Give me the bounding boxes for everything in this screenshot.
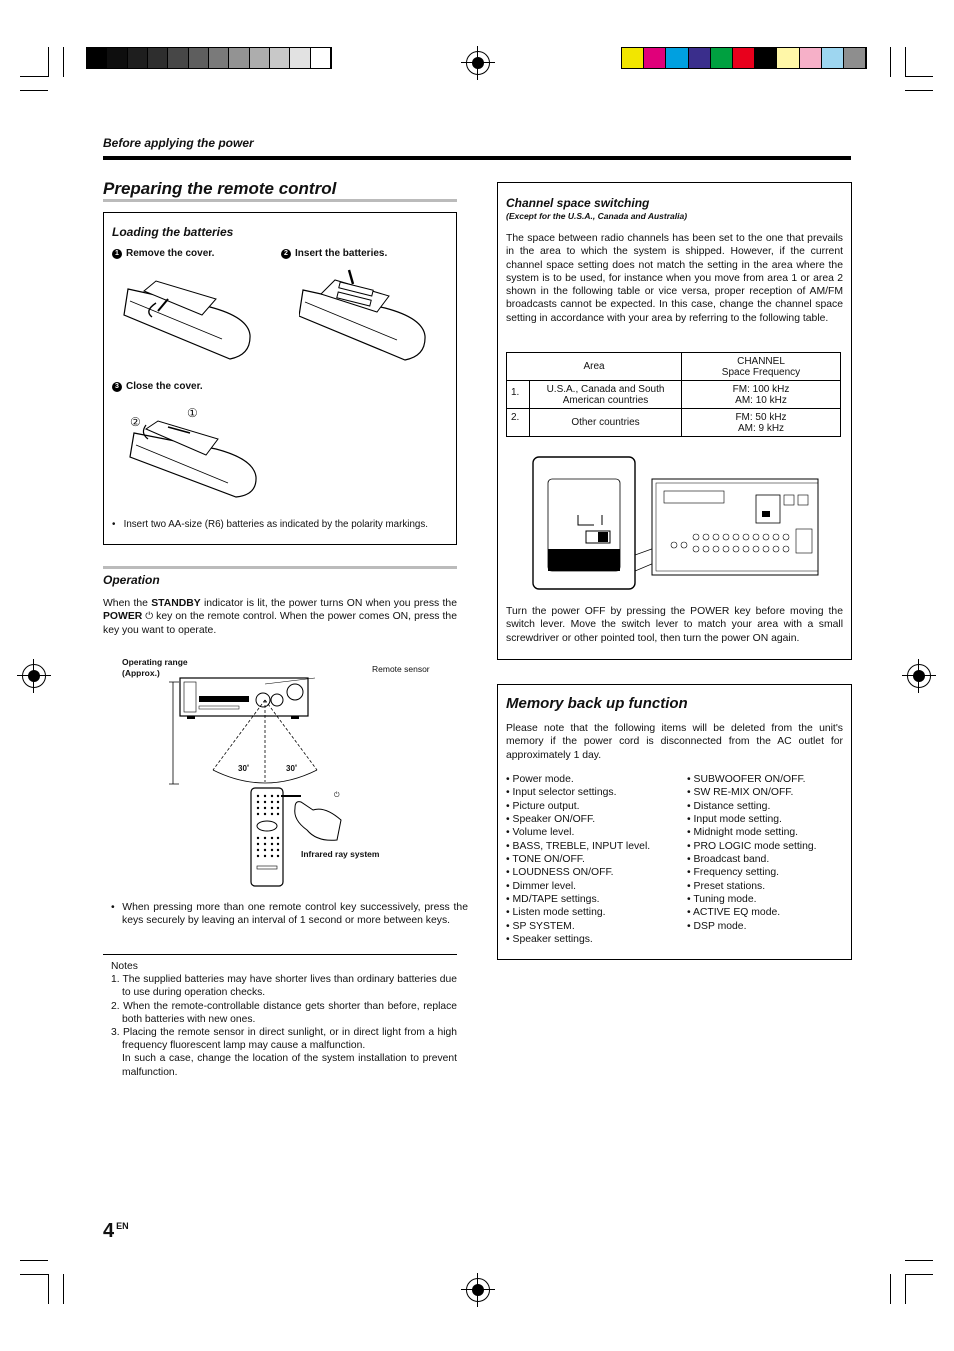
list-item: • ACTIVE EQ mode. — [687, 906, 817, 919]
calibration-swatch — [290, 48, 310, 68]
list-item: • Preset stations. — [687, 880, 817, 893]
list-item: • TONE ON/OFF. — [506, 853, 650, 866]
list-item: • SUBWOOFER ON/OFF. — [687, 773, 817, 786]
list-item: • MD/TAPE settings. — [506, 893, 650, 906]
operation-bullet: • When pressing more than one remote control key successively, press the keys securely by leaving an interval of 1 second or more between keys. — [111, 902, 468, 927]
angle-right-label: 30˚ — [286, 764, 298, 773]
list-item: • Picture output. — [506, 800, 650, 813]
list-item: • Input selector settings. — [506, 786, 650, 799]
crop-mark — [20, 1260, 48, 1261]
grayscale-calibration-bar — [86, 47, 332, 69]
crop-mark — [905, 76, 933, 77]
loading-batteries-box — [103, 212, 457, 545]
operating-range-label: Operating range (Approx.) — [122, 657, 188, 678]
calibration-swatch — [755, 48, 777, 68]
calibration-swatch — [148, 48, 168, 68]
crop-mark — [890, 1274, 891, 1304]
crop-mark — [20, 76, 48, 77]
crop-mark — [905, 1260, 933, 1261]
channel-space-box — [497, 182, 852, 660]
angle-left-label: 30˚ — [238, 764, 250, 773]
notes: Notes 1. The supplied batteries may have shorter lives than ordinary batteries due to use during operation checks. 2. When the remote-controllable distance gets shorter than before, replace both batteries with new ones. 3. Placing the remote sensor in direct sunlight, or in direct light from a high frequency fluorescent lamp may cause a malfunction. In such a case, change the location of the system installation to prevent malfunction. — [111, 961, 457, 1078]
operation-rule — [103, 566, 457, 569]
channel-title: Channel space switching — [506, 196, 650, 210]
calibration-swatch — [107, 48, 127, 68]
list-item: • SW RE-MIX ON/OFF. — [687, 786, 817, 799]
calibration-swatch — [689, 48, 711, 68]
channel-subtitle: (Except for the U.S.A., Canada and Australia) — [506, 211, 688, 221]
calibration-swatch — [311, 48, 331, 68]
memory-body: Please note that the following items will be deleted from the unit's memory if the power cord is disconnected from the AC outlet for approximately 1 day. — [506, 723, 843, 761]
operation-title: Operation — [103, 573, 160, 587]
registration-mark — [466, 1278, 490, 1302]
list-item: • Frequency setting. — [687, 866, 817, 879]
memory-title: Memory back up function — [506, 695, 688, 712]
list-item: • Midnight mode setting. — [687, 826, 817, 839]
registration-mark — [22, 664, 46, 688]
calibration-swatch — [87, 48, 107, 68]
table-head-frequency: CHANNEL Space Frequency — [682, 353, 841, 381]
marker-one: ① — [187, 406, 198, 420]
calibration-swatch — [800, 48, 822, 68]
step-insert-batteries: 2 Insert the batteries. — [281, 248, 387, 259]
infrared-label: Infrared ray system — [301, 849, 380, 859]
crop-mark — [20, 1274, 48, 1275]
remote-sensor-label: Remote sensor — [372, 664, 430, 674]
marker-two: ② — [130, 415, 141, 429]
rear-panel-switch-illustration — [532, 455, 822, 593]
crop-mark — [890, 47, 891, 77]
table-row: 2. Other countries FM: 50 kHz AM: 9 kHz — [507, 409, 841, 437]
section-label: Before applying the power — [103, 136, 254, 150]
crop-mark — [905, 47, 906, 77]
crop-mark — [905, 1274, 933, 1275]
list-item: • Distance setting. — [687, 800, 817, 813]
power-icon: ⏻ — [142, 611, 154, 623]
page-title: Preparing the remote control — [103, 179, 337, 198]
calibration-swatch — [209, 48, 229, 68]
list-item: • Input mode setting. — [687, 813, 817, 826]
table-row: 1. U.S.A., Canada and South American countries FM: 100 kHz AM: 10 kHz — [507, 381, 841, 409]
registration-mark — [907, 664, 931, 688]
calibration-swatch — [844, 48, 866, 68]
list-item: • LOUDNESS ON/OFF. — [506, 866, 650, 879]
calibration-swatch — [250, 48, 270, 68]
calibration-swatch — [711, 48, 733, 68]
list-item: • PRO LOGIC mode setting. — [687, 840, 817, 853]
title-underline — [103, 199, 457, 202]
calibration-swatch — [270, 48, 290, 68]
calibration-swatch — [229, 48, 249, 68]
registration-mark — [466, 51, 490, 75]
crop-mark — [48, 47, 49, 77]
calibration-swatch — [168, 48, 188, 68]
crop-mark — [63, 47, 64, 77]
crop-mark — [20, 90, 48, 91]
list-item: • Listen mode setting. — [506, 906, 650, 919]
memory-backup-box — [497, 684, 852, 960]
list-item: • SP SYSTEM. — [506, 920, 650, 933]
channel-table — [506, 352, 841, 437]
table-head-area: Area — [507, 353, 682, 381]
memory-list-right — [687, 773, 817, 933]
crop-mark — [905, 90, 933, 91]
notes-rule — [103, 954, 457, 955]
list-item: • Dimmer level. — [506, 880, 650, 893]
operation-text: When the STANDBY indicator is lit, the power turns ON when you press the POWER ⏻ key on the remote control. When the power comes ON, press the key you want to operate. — [103, 598, 457, 636]
memory-list-left — [506, 773, 650, 946]
page-number: 4 $^{EN}$ — [103, 1220, 129, 1242]
color-calibration-bar — [621, 47, 867, 69]
batteries-note: • Insert two AA-size (R6) batteries as indicated by the polarity markings. — [112, 519, 428, 530]
channel-footer: Turn the power OFF by pressing the POWER key before moving the switch lever. Move the switch lever to match your area with a small screwdriver or other pointed tool, then turn the power ON again. — [506, 606, 843, 644]
remote-insert-batteries-illustration — [299, 268, 431, 363]
list-item: • Speaker ON/OFF. — [506, 813, 650, 826]
calibration-swatch — [777, 48, 799, 68]
list-item: • Tuning mode. — [687, 893, 817, 906]
step-close-cover: 3 Close the cover. — [112, 381, 203, 392]
calibration-swatch — [822, 48, 844, 68]
list-item: • Volume level. — [506, 826, 650, 839]
calibration-swatch — [644, 48, 666, 68]
crop-mark — [905, 1274, 906, 1304]
calibration-swatch — [733, 48, 755, 68]
loading-batteries-title: Loading the batteries — [112, 225, 234, 239]
list-item: • Power mode. — [506, 773, 650, 786]
calibration-swatch — [622, 48, 644, 68]
remote-remove-cover-illustration — [122, 271, 254, 363]
step-remove-cover: 1 Remove the cover. — [112, 248, 214, 259]
calibration-swatch — [189, 48, 209, 68]
calibration-swatch — [128, 48, 148, 68]
list-item: • BASS, TREBLE, INPUT level. — [506, 840, 650, 853]
list-item: • DSP mode. — [687, 920, 817, 933]
remote-power-icon: ⏻ — [334, 792, 340, 799]
channel-body: The space between radio channels has been set to the one that prevails in the area to which the system is shipped. However, if the current channel space setting does not match the setting in the area where the system is to be used, for instance when you move from area 1 or area 2 shown in the following table or vice versa, proper reception of AM/FM broadcasts cannot be expected. In this case, change the channel space setting in accordance with your area by referring to the following table. — [506, 233, 843, 324]
calibration-swatch — [666, 48, 688, 68]
header-rule — [103, 156, 851, 160]
list-item: • Speaker settings. — [506, 933, 650, 946]
crop-mark — [48, 1274, 49, 1304]
crop-mark — [63, 1274, 64, 1304]
list-item: • Broadcast band. — [687, 853, 817, 866]
